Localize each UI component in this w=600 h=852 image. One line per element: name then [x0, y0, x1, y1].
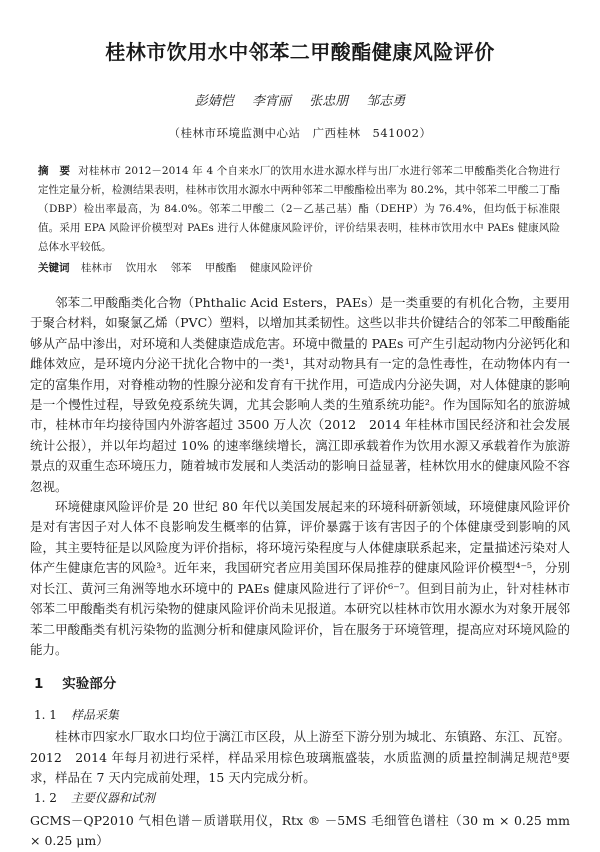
section-heading	[34, 674, 570, 694]
affiliation: （桂林市环境监测中心站 广西桂林 541002）	[168, 126, 432, 140]
body-paragraph: 环境健康风险评价是 20 世纪 80 年代以美国发展起来的环境科研新领域，环境健康风险评价是对有害因子对人体不良影响发生概率的估算，评价暴露于该有害因子的个体健康受到影响的风险，其主要特征是以风险度为评价指标，将环境污染程度与人体健康联系起来，定量描述污染对人体产生健康危害的风险³。近年来，我国研究者应用美国环保局推荐的健康风险评价模型⁴⁻⁵，分别对长江、黄河三角洲等地水环境中的 PAEs 健康风险进行了评价⁶⁻⁷。但到目前为止，针对桂林市邻苯二甲酸酯类有机污染物的健康风险评价尚未见报道。本研究以桂林市饮用水源水为对象开展邻苯二甲酸酯类有机污染物的监测分析和健康风险评价，旨在服务于环境管理，提高应对环境风险的能力。	[30, 499, 570, 657]
section-number: 1	[34, 676, 44, 693]
subsection-title: 主要仪器和试剂	[70, 791, 155, 806]
body-paragraph: GCMS－QP2010 气相色谱－质谱联用仪，Rtx ® －5MS 毛细管色谱柱（30 m × 0.25 mm × 0.25 μm）	[30, 812, 570, 849]
body-paragraph: 桂林市四家水厂取水口均位于漓江市区段，从上游至下游分别为城北、东镇路、东江、瓦窑。2012 2014 年每月初进行采样，样品采用棕色玻璃瓶盛装，水质监测的质量控制满足规范⁸要求，样品在 7 天内完成前处理，15 天内完成分析。	[30, 729, 570, 785]
author-list	[0, 90, 600, 109]
paper-title: 桂林市饮用水中邻苯二甲酸酯健康风险评价	[105, 40, 495, 64]
author-name: 彭婧恺	[194, 94, 234, 109]
section-title: 实验部分	[62, 676, 117, 693]
abstract-text: 对桂林市 2012－2014 年 4 个自来水厂的饮用水进水源水样与出厂水进行邻苯二甲酸酯类化合物进行定性定量分析，检测结果表明，桂林市饮用水源水中两种邻苯二甲酸酯检出率为 80.2%，其中邻苯二甲酸二丁酯（DBP）检出率最高，为 84.0%。邻苯二甲酸二（2－乙基己基）酯（DEHP）为 76.4%，但均低于标准限值。采用 EPA 风险评价模型对 PAEs 进行人体健康风险评价，评价结果表明，桂林市饮用水中 PAEs 健康风险总体水平较低。	[38, 165, 560, 253]
subsection-number: 1. 2	[34, 791, 57, 806]
keyword: 饮用水	[125, 262, 158, 274]
subsection-heading	[34, 788, 570, 808]
keywords-label: 关键词	[38, 262, 70, 274]
body-paragraph: 邻苯二甲酸酯类化合物（Phthalic Acid Esters，PAEs）是一类重要的有机化合物，主要用于聚合材料，如聚氯乙烯（PVC）塑料，以增加其柔韧性。这些以非共价键结合的邻苯二甲酸酯能够从产品中渗出，对环境和人类健康造成危害。环境中微量的 PAEs 可产生引起动物内分泌钙化和雌体效应，是环境内分泌干扰化合物中的一类¹，其对动物具有一定的急性毒性，在动物体内有一定的富集作用，对脊椎动物的性腺分泌和发育有干扰作用，可造成内分泌失调，对人体健康的影响是一个慢性过程，导致免疫系统失调，尤其会影响人类的生殖系统功能²。作为国际知名的旅游城市，桂林市年均接待国内外游客超过 3500 万人次（2012 2014 年桂林市国民经济和社会发展统计公报），并以年均超过 10% 的速率继续增长，漓江即承载着作为饮用水源又承载着作为旅游景点的双重生态环境压力，随着城市发展和人类活动的影响日益显著，桂林饮用水的健康风险不容忽视。	[30, 295, 570, 494]
keywords	[38, 259, 560, 278]
keyword: 桂林市	[80, 262, 113, 274]
keyword: 甲酸酯	[204, 262, 237, 274]
subsection-heading	[34, 705, 570, 725]
author-name: 邹志勇	[366, 94, 406, 109]
author-name: 张忠朋	[309, 94, 349, 109]
keyword: 邻苯	[170, 262, 192, 274]
keyword: 健康风险评价	[249, 262, 313, 274]
abstract-label: 摘 要	[38, 165, 71, 177]
author-name: 李宵丽	[251, 94, 291, 109]
abstract	[38, 162, 560, 257]
body-text	[30, 293, 570, 852]
subsection-number: 1. 1	[34, 707, 57, 722]
subsection-title: 样品采集	[70, 707, 119, 722]
